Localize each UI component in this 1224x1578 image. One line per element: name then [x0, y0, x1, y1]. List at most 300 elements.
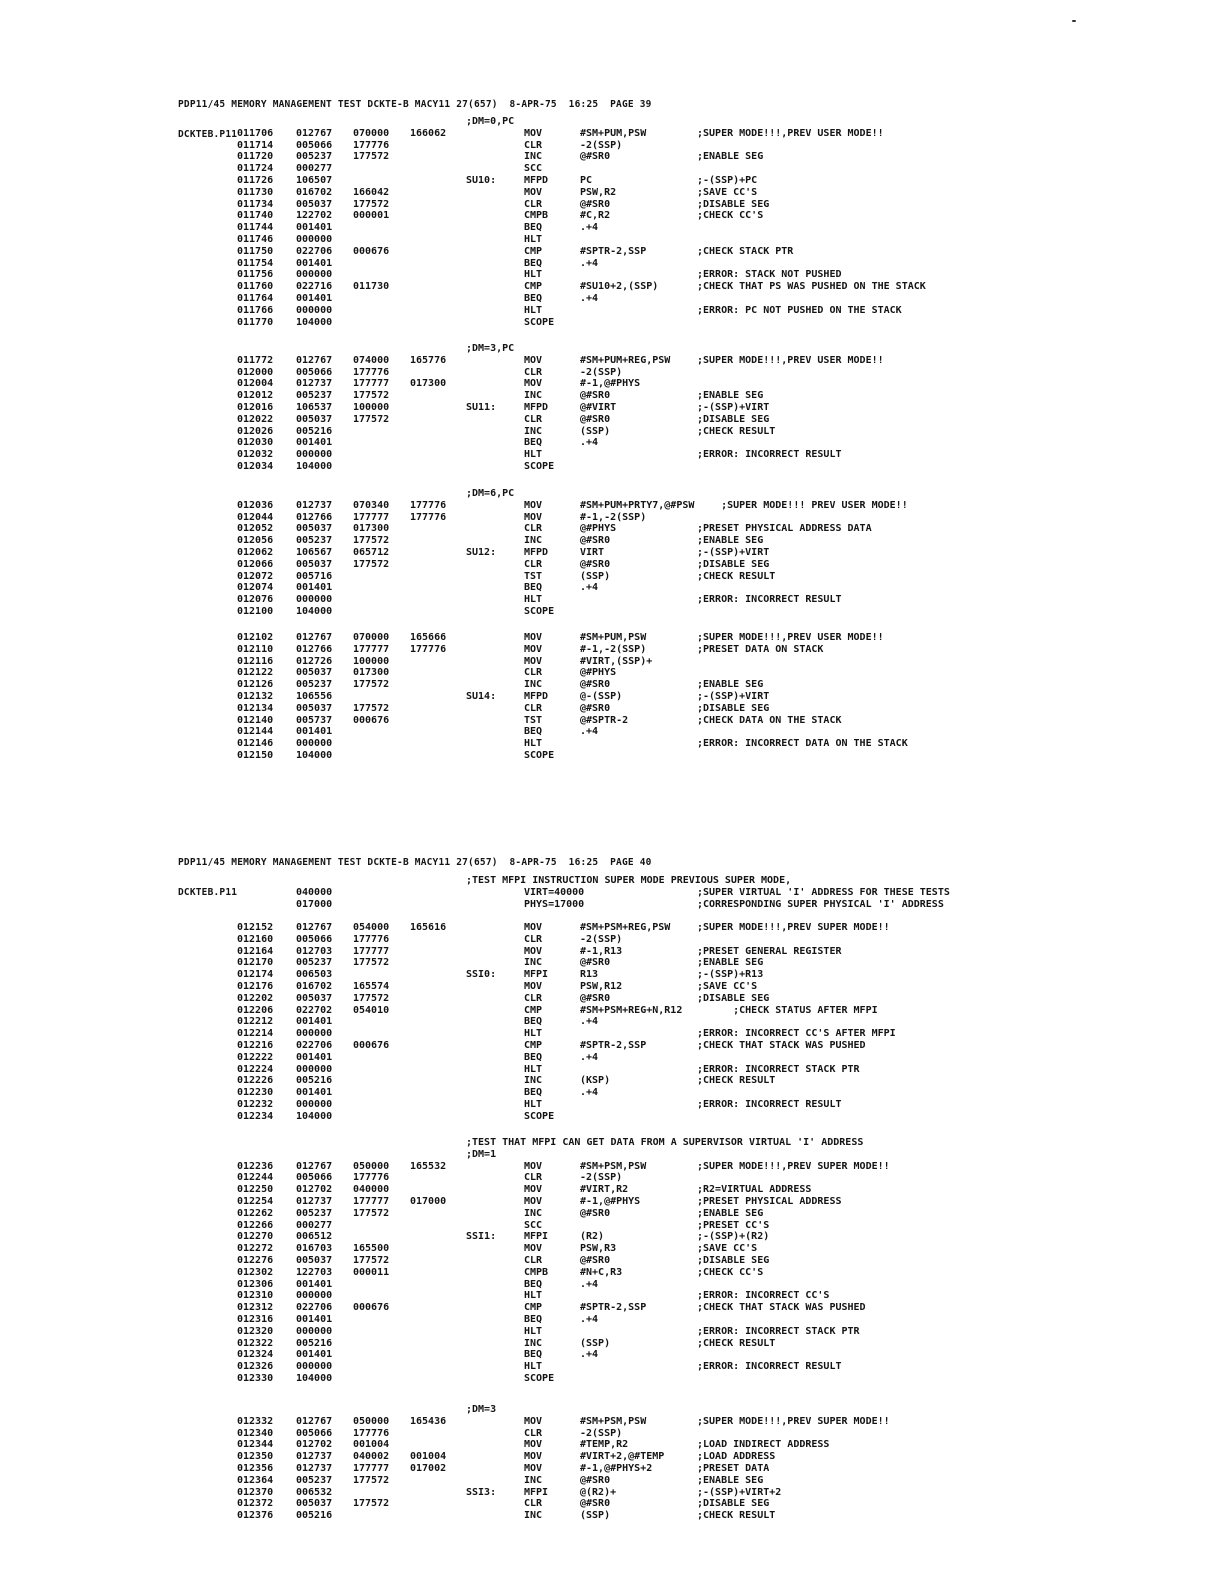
comment-line	[0, 1137, 1224, 1149]
word1: 006503	[296, 969, 333, 981]
code-line	[0, 535, 1224, 547]
location: 012022	[237, 413, 274, 425]
label: SSI3:	[466, 1486, 497, 1498]
operand: -2(SSP)	[580, 1172, 623, 1184]
word2: 017300	[353, 523, 390, 535]
code-line	[0, 1510, 1224, 1522]
word3: 166062	[410, 127, 447, 139]
word1: 016702	[296, 186, 333, 198]
word1: 005216	[296, 1337, 333, 1349]
comment: ;PRESET CC'S	[697, 1219, 770, 1231]
comment: ;-(SSP)+VIRT	[697, 547, 770, 558]
comment: ;-(SSP)+VIRT+2	[697, 1486, 782, 1498]
location: 012052	[237, 523, 274, 535]
comment: ;ENABLE SEG	[697, 1474, 764, 1486]
comment: ;CHECK THAT PS WAS PUSHED ON THE STACK	[697, 281, 926, 293]
comment: ;ENABLE SEG	[697, 535, 764, 547]
opcode: CLR	[524, 139, 543, 151]
word2: 177777	[353, 643, 390, 655]
comment: ;DISABLE SEG	[697, 558, 770, 570]
opcode: HLT	[524, 304, 543, 316]
word2: 017300	[353, 667, 390, 679]
opcode: MOV	[524, 1160, 543, 1172]
opcode: INC	[524, 1474, 543, 1486]
operand: .+4	[580, 293, 599, 304]
full: ;DM=0,PC	[466, 116, 515, 127]
code-line	[0, 1439, 1224, 1451]
operand: @#SR0	[580, 1255, 611, 1266]
opcode: MOV	[524, 1243, 543, 1255]
code-line	[0, 414, 1224, 426]
opcode: INC	[524, 1510, 543, 1522]
operand: @#SR0	[580, 1474, 611, 1486]
word1: 012702	[296, 1439, 333, 1451]
word1: 016702	[296, 981, 333, 992]
word1: 022706	[296, 1302, 333, 1314]
code-line	[0, 1028, 1224, 1040]
opcode: MOV	[524, 127, 543, 139]
page-40-title: PDP11/45 MEMORY MANAGEMENT TEST DCKTE-B MACY11 27(657) 8-APR-75 16:25 PAGE 40	[178, 857, 652, 868]
location: 012000	[237, 366, 274, 378]
code-line	[0, 993, 1224, 1005]
code-line	[0, 1428, 1224, 1440]
operand: #SPTR-2,SSP	[580, 1040, 647, 1051]
comment: ;-(SSP)+(R2)	[697, 1231, 770, 1243]
operand: @#SR0	[580, 413, 611, 425]
comment: ;CHECK RESULT	[697, 1337, 776, 1349]
comment: ;CHECK DATA ON THE STACK	[697, 714, 842, 726]
word1: 005037	[296, 1498, 333, 1510]
opcode: INC	[524, 425, 543, 437]
opcode: CMPB	[524, 210, 549, 222]
comment: ;SUPER MODE!!! PREV USER MODE!!	[697, 499, 908, 511]
word1: 001401	[296, 437, 333, 449]
word3: 165532	[410, 1160, 447, 1172]
comment: ;ENABLE SEG	[697, 151, 764, 163]
word2: 040002	[353, 1451, 390, 1463]
word2: 177777	[353, 945, 390, 957]
opcode: HLT	[524, 234, 543, 245]
opcode: INC	[524, 1207, 543, 1219]
operand: #SM+PUM,PSW	[580, 127, 647, 139]
location: 012236	[237, 1160, 274, 1172]
comment: ;SUPER MODE!!!,PREV USER MODE!!	[697, 354, 884, 366]
operand: #-1,-2(SSP)	[580, 643, 647, 655]
code-line	[0, 887, 1224, 899]
word1: 000000	[296, 269, 333, 281]
opcode: INC	[524, 1075, 543, 1087]
opcode: HLT	[524, 1290, 543, 1302]
location: 012032	[237, 449, 274, 461]
word1: 005066	[296, 139, 333, 151]
operand: .+4	[580, 1016, 599, 1028]
opcode: BEQ	[524, 1278, 543, 1290]
opcode: SCOPE	[524, 606, 555, 617]
location: 012100	[237, 606, 274, 617]
code-line	[0, 1487, 1224, 1499]
location: 012226	[237, 1075, 274, 1087]
code-line	[0, 426, 1224, 438]
opcode: BEQ	[524, 222, 543, 234]
comment: ;CHECK CC'S	[697, 1266, 764, 1278]
location: 011772	[237, 354, 274, 366]
opcode: CLR	[524, 1427, 543, 1439]
location: 011766	[237, 304, 274, 316]
code-line	[0, 1111, 1224, 1123]
code-line	[0, 140, 1224, 152]
opcode: INC	[524, 957, 543, 969]
opcode: HLT	[524, 449, 543, 461]
word2: 050000	[353, 1415, 390, 1427]
word2: 166042	[353, 186, 390, 198]
word1: 000000	[296, 1099, 333, 1110]
location: 011720	[237, 151, 274, 163]
operand: #SM+PSM+REG+N,R12	[580, 1004, 683, 1016]
code-line	[0, 738, 1224, 750]
word2: 177572	[353, 390, 390, 402]
location: 012146	[237, 738, 274, 750]
location: 012376	[237, 1510, 274, 1522]
location: 012254	[237, 1196, 274, 1207]
location: 012170	[237, 957, 274, 969]
location: 012276	[237, 1255, 274, 1266]
word2: 100000	[353, 655, 390, 667]
code-line	[0, 1451, 1224, 1463]
opcode: MOV	[524, 1439, 543, 1451]
code-line	[0, 1475, 1224, 1487]
location: 012036	[237, 499, 274, 511]
word1: 000000	[296, 738, 333, 750]
comment: ;LOAD INDIRECT ADDRESS	[697, 1439, 830, 1451]
word1: 006512	[296, 1231, 333, 1243]
word1: 012767	[296, 922, 333, 933]
operand: #SM+PSM,PSW	[580, 1415, 647, 1427]
code-line	[0, 1267, 1224, 1279]
location: 011746	[237, 234, 274, 245]
operand: @(R2)+	[580, 1486, 617, 1498]
operand: -2(SSP)	[580, 1427, 623, 1439]
operand: .+4	[580, 1349, 599, 1361]
opcode: MOV	[524, 1196, 543, 1207]
word1: 005216	[296, 425, 333, 437]
operand: @#PHYS	[580, 667, 617, 679]
word1: 001401	[296, 293, 333, 304]
word1: 005216	[296, 1075, 333, 1087]
location: 012270	[237, 1231, 274, 1243]
location: 012262	[237, 1207, 274, 1219]
opcode: CLR	[524, 1498, 543, 1510]
word1: 005037	[296, 1255, 333, 1266]
word2: 177572	[353, 1498, 390, 1510]
opcode: BEQ	[524, 1349, 543, 1361]
operand: @#SR0	[580, 992, 611, 1004]
comment: ;CORRESPONDING SUPER PHYSICAL 'I' ADDRESS	[697, 898, 944, 910]
location: 012074	[237, 582, 274, 594]
word1: 006532	[296, 1486, 333, 1498]
location: 012034	[237, 461, 274, 472]
code-line	[0, 199, 1224, 211]
code-line	[0, 293, 1224, 305]
word3: 165616	[410, 922, 447, 933]
operand: #-1,@#PHYS	[580, 1196, 641, 1207]
location: 012370	[237, 1486, 274, 1498]
comment: ;ENABLE SEG	[697, 1207, 764, 1219]
word3: 017002	[410, 1463, 447, 1474]
operand: .+4	[580, 222, 599, 234]
opcode: TST	[524, 714, 543, 726]
code-line	[0, 582, 1224, 594]
code-line	[0, 1161, 1224, 1173]
comment: ;-(SSP)+R13	[697, 969, 764, 981]
operand: #SU10+2,(SSP)	[580, 281, 659, 293]
word2: 177572	[353, 1255, 390, 1266]
location: 012324	[237, 1349, 274, 1361]
operand: VIRT	[580, 547, 605, 558]
word1: 005037	[296, 992, 333, 1004]
code-line	[0, 1208, 1224, 1220]
word3: 165666	[410, 632, 447, 643]
word1: 012703	[296, 945, 333, 957]
word2: 177572	[353, 558, 390, 570]
comment: ;R2=VIRTUAL ADDRESS	[697, 1184, 812, 1196]
word1: 012737	[296, 1196, 333, 1207]
code-line	[0, 258, 1224, 270]
word3: 001004	[410, 1451, 447, 1463]
word2: 011730	[353, 281, 390, 293]
opcode: MFPI	[524, 969, 549, 981]
operand: .+4	[580, 1051, 599, 1063]
opcode: SCOPE	[524, 1373, 555, 1384]
location: 012364	[237, 1474, 274, 1486]
comment: ;SUPER VIRTUAL 'I' ADDRESS FOR THESE TESTS	[697, 886, 950, 898]
code-line	[0, 175, 1224, 187]
opcode: MOV	[524, 354, 543, 366]
opcode: MOV	[524, 632, 543, 643]
comment: ;PRESET DATA	[697, 1463, 770, 1474]
opcode: MFPI	[524, 1231, 549, 1243]
page-39-title: PDP11/45 MEMORY MANAGEMENT TEST DCKTE-B MACY11 27(657) 8-APR-75 16:25 PAGE 39	[178, 99, 652, 110]
code-line	[0, 606, 1224, 618]
operand: #SPTR-2,SSP	[580, 1302, 647, 1314]
word1: 016703	[296, 1243, 333, 1255]
opcode: PHYS=17000	[524, 898, 585, 910]
opcode: HLT	[524, 1361, 543, 1373]
opcode: CMP	[524, 1302, 543, 1314]
comment: ;CHECK RESULT	[697, 570, 776, 582]
code-line	[0, 969, 1224, 981]
operand: #SM+PUM+REG,PSW	[580, 354, 671, 366]
operand: .+4	[580, 1278, 599, 1290]
word2: 177777	[353, 1463, 390, 1474]
location: 012126	[237, 679, 274, 691]
code-line	[0, 269, 1224, 281]
code-line	[0, 679, 1224, 691]
operand: #VIRT,(SSP)+	[580, 655, 653, 667]
page-40-file: DCKTEB.P11	[178, 887, 238, 898]
operand: @#SR0	[580, 151, 611, 163]
location: 012232	[237, 1099, 274, 1110]
comment: ;ENABLE SEG	[697, 390, 764, 402]
operand: #SPTR-2,SSP	[580, 245, 647, 257]
opcode: HLT	[524, 738, 543, 750]
opcode: CMP	[524, 281, 543, 293]
word3: 177776	[410, 499, 447, 511]
opcode: CLR	[524, 523, 543, 535]
code-line	[0, 1075, 1224, 1087]
label: SU14:	[466, 691, 497, 702]
operand: @#SR0	[580, 535, 611, 547]
operand: (SSP)	[580, 570, 611, 582]
operand: #-1,R13	[580, 945, 623, 957]
comment: ;SUPER MODE!!!,PREV SUPER MODE!!	[697, 1415, 890, 1427]
code-line	[0, 1196, 1224, 1208]
comment: ;PRESET PHYSICAL ADDRESS	[697, 1196, 842, 1207]
opcode: MFPD	[524, 402, 549, 413]
comment: ;CHECK RESULT	[697, 1075, 776, 1087]
word1: 005066	[296, 366, 333, 378]
word2: 054010	[353, 1004, 390, 1016]
comment: ;CHECK THAT STACK WAS PUSHED	[697, 1040, 866, 1051]
operand: @#SR0	[580, 558, 611, 570]
comment: ;LOAD ADDRESS	[697, 1451, 776, 1463]
word2: 000676	[353, 714, 390, 726]
operand: #-1,-2(SSP)	[580, 511, 647, 523]
operand: #N+C,R3	[580, 1266, 623, 1278]
location: 012216	[237, 1040, 274, 1051]
comment: ;-(SSP)+PC	[697, 175, 758, 186]
code-line	[0, 128, 1224, 140]
word1: 001401	[296, 222, 333, 234]
word2: 177572	[353, 1207, 390, 1219]
code-line	[0, 163, 1224, 175]
word2: 177572	[353, 151, 390, 163]
code-line	[0, 1349, 1224, 1361]
opcode: SCOPE	[524, 1110, 555, 1122]
code-line	[0, 715, 1224, 727]
location: 012174	[237, 969, 274, 981]
comment: ;SUPER MODE!!!,PREV USER MODE!!	[697, 127, 884, 139]
location: 012160	[237, 933, 274, 945]
opcode: MOV	[524, 511, 543, 523]
comment: ;CHECK CC'S	[697, 210, 764, 222]
opcode: BEQ	[524, 1016, 543, 1028]
word2: 000676	[353, 1302, 390, 1314]
comment: ;SUPER MODE!!!,PREV SUPER MODE!!	[697, 1160, 890, 1172]
operand: @#SR0	[580, 679, 611, 691]
location: 011760	[237, 281, 274, 293]
operand: #SM+PSM,PSW	[580, 1160, 647, 1172]
word2: 177572	[353, 992, 390, 1004]
operand: -2(SSP)	[580, 139, 623, 151]
word1: 001401	[296, 1349, 333, 1361]
operand: PSW,R12	[580, 981, 623, 992]
operand: .+4	[580, 726, 599, 738]
opcode: CLR	[524, 558, 543, 570]
opcode: INC	[524, 1337, 543, 1349]
word1: 000000	[296, 594, 333, 606]
code-line	[0, 559, 1224, 571]
code-line	[0, 981, 1224, 993]
location: 011706	[237, 127, 274, 139]
operand: (SSP)	[580, 1510, 611, 1522]
word2: 000676	[353, 245, 390, 257]
comment: ;CHECK STATUS AFTER MFPI	[697, 1004, 878, 1016]
word1: 000000	[296, 1361, 333, 1373]
word2: 177777	[353, 1196, 390, 1207]
opcode: INC	[524, 390, 543, 402]
word1: 005066	[296, 933, 333, 945]
word1: 005037	[296, 413, 333, 425]
operand: .+4	[580, 257, 599, 269]
comment: ;DISABLE SEG	[697, 1498, 770, 1510]
location: 012312	[237, 1302, 274, 1314]
comment: ;PRESET GENERAL REGISTER	[697, 945, 842, 957]
operand: .+4	[580, 1087, 599, 1099]
code-line	[0, 1255, 1224, 1267]
opcode: INC	[524, 151, 543, 163]
word2: 070340	[353, 499, 390, 511]
word1: 000000	[296, 1290, 333, 1302]
location: 012222	[237, 1051, 274, 1063]
location: 012134	[237, 702, 274, 714]
code-line	[0, 449, 1224, 461]
location: 011756	[237, 269, 274, 281]
word1: 005037	[296, 558, 333, 570]
word3: 017300	[410, 378, 447, 390]
operand: @#SR0	[580, 198, 611, 210]
operand: #VIRT,R2	[580, 1184, 629, 1196]
code-line	[0, 246, 1224, 258]
location: 012330	[237, 1373, 274, 1384]
word1: 000277	[296, 163, 333, 175]
code-line	[0, 1220, 1224, 1232]
word1: 000000	[296, 1325, 333, 1337]
operand: #C,R2	[580, 210, 611, 222]
location: 012102	[237, 632, 274, 643]
code-line	[0, 644, 1224, 656]
word1: 022706	[296, 245, 333, 257]
opcode: HLT	[524, 1063, 543, 1075]
word1: 104000	[296, 1110, 333, 1122]
word1: 022706	[296, 1040, 333, 1051]
location: 012150	[237, 750, 274, 761]
opcode: CLR	[524, 702, 543, 714]
opcode: BEQ	[524, 582, 543, 594]
word1: 012737	[296, 1463, 333, 1474]
opcode: BEQ	[524, 726, 543, 738]
word2: 000676	[353, 1040, 390, 1051]
word1: 005237	[296, 151, 333, 163]
word2: 040000	[353, 1184, 390, 1196]
code-line	[0, 691, 1224, 703]
code-line	[0, 1231, 1224, 1243]
word1: 012737	[296, 378, 333, 390]
word1: 005237	[296, 1474, 333, 1486]
word2: 074000	[353, 354, 390, 366]
opcode: CMP	[524, 1004, 543, 1016]
word1: 012767	[296, 127, 333, 139]
opcode: MOV	[524, 922, 543, 933]
code-line	[0, 1005, 1224, 1017]
opcode: BEQ	[524, 1314, 543, 1325]
word2: 065712	[353, 547, 390, 558]
code-line	[0, 355, 1224, 367]
code-line	[0, 187, 1224, 199]
opcode: MFPD	[524, 175, 549, 186]
comment: ;CHECK RESULT	[697, 1510, 776, 1522]
location: 012310	[237, 1290, 274, 1302]
word1: 005216	[296, 1510, 333, 1522]
